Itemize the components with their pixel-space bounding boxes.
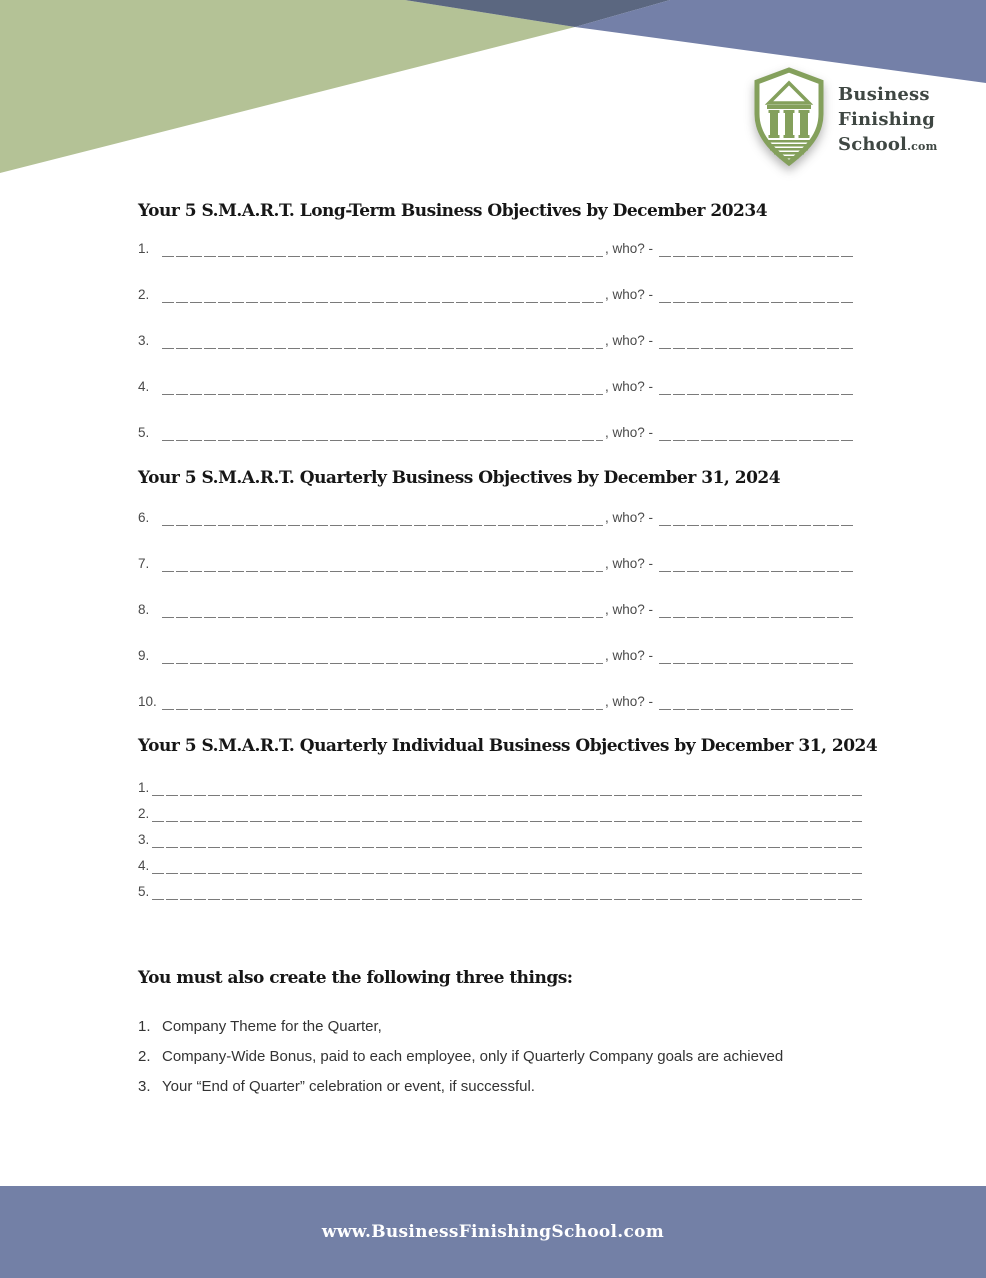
who-label: , who? - — [604, 287, 653, 303]
list-item-text: Your “End of Quarter” celebration or event, if successful. — [162, 1077, 535, 1095]
list-item-text: Company Theme for the Quarter, — [162, 1017, 382, 1035]
long-term-objectives-list — [138, 237, 862, 441]
list-item — [138, 1042, 862, 1072]
section-heading-quarterly: Your 5 S.M.A.R.T. Quarterly Business Objectives by December 31, 2024 — [138, 468, 781, 489]
footer-website-link[interactable]: www.BusinessFinishingSchool.com — [321, 1222, 665, 1242]
who-label: , who? - — [604, 647, 653, 663]
footer-bar — [0, 1186, 986, 1278]
objective-blank-line — [162, 333, 603, 349]
who-blank-line — [659, 510, 855, 526]
objective-row — [138, 644, 855, 664]
who-blank-line — [659, 425, 855, 441]
objective-blank-line — [162, 241, 603, 257]
who-label: , who? - — [604, 509, 653, 525]
who-blank-line — [659, 241, 855, 257]
objective-row — [138, 552, 855, 572]
objective-blank-line — [162, 602, 603, 618]
row-number: 1. — [138, 780, 150, 796]
objective-row — [138, 690, 855, 710]
objective-row — [138, 283, 855, 303]
objective-blank-line — [152, 832, 862, 848]
row-number: 1. — [138, 241, 150, 257]
objective-row — [138, 329, 855, 349]
objective-row — [138, 828, 862, 848]
list-item — [138, 1072, 862, 1102]
objective-row — [138, 598, 855, 618]
row-number: 5. — [138, 884, 150, 900]
row-number: 9. — [138, 647, 150, 663]
section-heading-long-term: Your 5 S.M.A.R.T. Long-Term Business Objectives by December 20234 — [138, 201, 768, 221]
who-blank-line — [659, 556, 855, 572]
logo-line-business: Business — [838, 84, 930, 105]
who-blank-line — [659, 379, 855, 395]
who-label: , who? - — [604, 693, 653, 709]
quarterly-objectives-list — [138, 506, 862, 710]
row-number: 5. — [138, 425, 150, 441]
row-number: 10. — [138, 693, 157, 709]
row-number: 2. — [138, 806, 150, 822]
who-label: , who? - — [604, 555, 653, 571]
row-number: 3. — [138, 832, 150, 848]
objective-row — [138, 506, 855, 526]
logo-tld: .com — [907, 140, 938, 153]
objective-blank-line — [162, 648, 603, 664]
list-item — [138, 1012, 862, 1042]
objective-row — [138, 421, 855, 441]
row-number: 3. — [138, 333, 150, 349]
logo-line-finishing: Finishing — [838, 109, 936, 130]
objective-row — [138, 237, 855, 257]
objective-row — [138, 854, 862, 874]
who-label: , who? - — [604, 601, 653, 617]
objective-blank-line — [162, 287, 603, 303]
objective-blank-line — [152, 780, 862, 796]
objective-blank-line — [162, 556, 603, 572]
row-number: 2. — [138, 287, 150, 303]
list-item-number: 3. — [138, 1077, 151, 1095]
section-heading-individual: Your 5 S.M.A.R.T. Quarterly Individual Business Objectives by December 31, 2024 — [138, 735, 878, 756]
row-number: 6. — [138, 509, 150, 525]
who-blank-line — [659, 648, 855, 664]
objective-blank-line — [152, 884, 862, 900]
who-blank-line — [659, 287, 855, 303]
row-number: 4. — [138, 858, 150, 874]
who-blank-line — [659, 602, 855, 618]
who-label: , who? - — [604, 379, 653, 395]
objective-blank-line — [162, 510, 603, 526]
objective-blank-line — [162, 379, 603, 395]
objective-blank-line — [162, 425, 603, 441]
row-number: 8. — [138, 601, 150, 617]
objective-row — [138, 776, 862, 796]
objective-blank-line — [162, 694, 603, 710]
list-item-number: 2. — [138, 1047, 151, 1065]
who-blank-line — [659, 333, 855, 349]
who-blank-line — [659, 694, 855, 710]
objective-blank-line — [152, 858, 862, 874]
worksheet-content — [138, 0, 878, 1102]
objective-row — [138, 880, 862, 900]
objective-row — [138, 375, 855, 395]
who-label: , who? - — [604, 425, 653, 441]
row-number: 4. — [138, 379, 150, 395]
who-label: , who? - — [604, 241, 653, 257]
objective-row — [138, 802, 862, 822]
individual-objectives-list — [138, 776, 862, 900]
row-number: 7. — [138, 555, 150, 571]
list-item-text: Company-Wide Bonus, paid to each employee, only if Quarterly Company goals are achieved — [162, 1047, 784, 1065]
who-label: , who? - — [604, 333, 653, 349]
objective-blank-line — [152, 806, 862, 822]
section-heading-create-things: You must also create the following three things: — [138, 968, 573, 989]
create-things-list — [138, 1012, 862, 1102]
logo-line-school: School.com — [838, 134, 938, 155]
list-item-number: 1. — [138, 1017, 151, 1035]
